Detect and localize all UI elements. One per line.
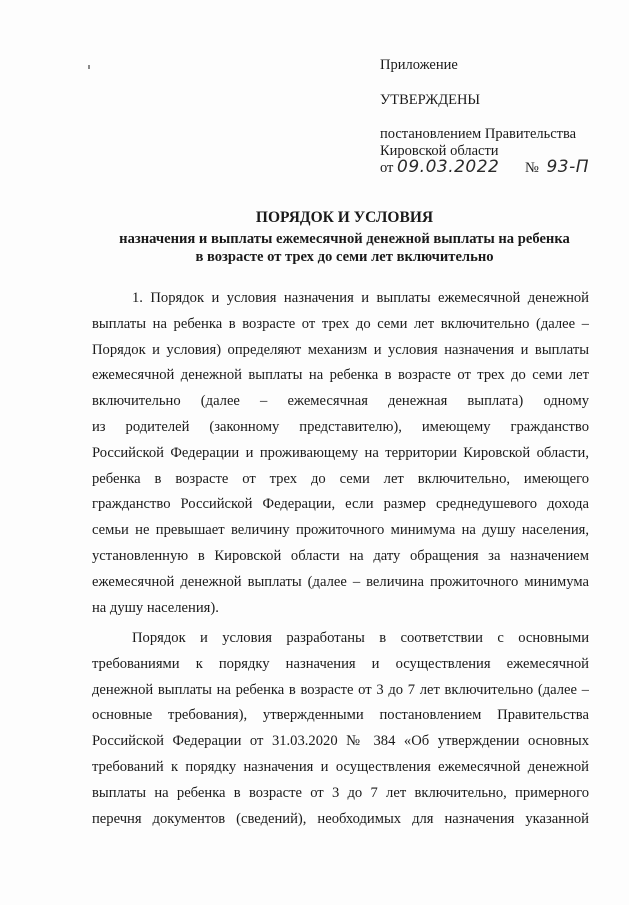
paragraph-2-line: Российской Федерации от 31.03.2020 № 384 «Об утверждении основных bbox=[92, 733, 589, 750]
paragraph-1-line: Российской Федерации и проживающему на территории Кировской области, bbox=[92, 444, 589, 461]
decree-line-2: Кировской области bbox=[380, 143, 499, 159]
paragraph-1 bbox=[92, 286, 589, 621]
paragraph-1-line: выплаты на ребенка в возрасте от трех до семи лет включительно (далее – bbox=[92, 315, 589, 332]
paragraph-1-line: ежемесячной денежной выплаты на ребенка в возрасте от трех до семи лет bbox=[92, 367, 589, 384]
paragraph-1-line: семьи не превышает величину прожиточного минимума на душу населения, bbox=[92, 522, 589, 539]
paragraph-2-line: денежной выплаты на ребенка в возрасте от 3 до 7 лет включительно (далее – bbox=[92, 681, 589, 698]
paragraph-1-line: из родителей (законному представителю), имеющему гражданство bbox=[92, 418, 589, 435]
paragraph-1-line: на душу населения). bbox=[92, 599, 219, 616]
decree-date-number bbox=[380, 158, 589, 177]
number-sign: № bbox=[525, 160, 539, 176]
decree-line-1: постановлением Правительства bbox=[380, 126, 577, 142]
handwritten-number: 93-П bbox=[546, 157, 590, 177]
appendix-label: Приложение bbox=[380, 57, 458, 73]
document-subtitle-1: назначения и выплаты ежемесячной денежной выплаты на ребенка bbox=[119, 231, 570, 247]
document-title: ПОРЯДОК И УСЛОВИЯ bbox=[255, 209, 434, 226]
paragraph-2-line: основные требования), утвержденными постановлением Правительства bbox=[92, 707, 589, 724]
paragraph-2-line: требованиями к порядку назначения и осуществления ежемесячной bbox=[92, 655, 589, 672]
paragraph-1-line: ребенка в возрасте от трех до семи лет включительно, имеющего bbox=[92, 470, 589, 487]
paragraph-2-line: Порядок и условия разработаны в соответствии с основными bbox=[132, 630, 589, 646]
from-prefix: от bbox=[380, 160, 394, 176]
paragraph-2 bbox=[92, 626, 589, 832]
paragraph-1-line: установленную в Кировской области на дату обращения за назначением bbox=[92, 547, 589, 564]
paragraph-1-line: включительно (далее – ежемесячная денежная выплата) одному bbox=[92, 393, 589, 410]
approved-label: УТВЕРЖДЕНЫ bbox=[380, 92, 481, 108]
document-subtitle-2: в возрасте от трех до семи лет включительно bbox=[195, 249, 494, 265]
paragraph-2-line: требований к порядку назначения и осуществления ежемесячной денежной bbox=[92, 758, 589, 775]
paragraph-1-line: Порядок и условия) определяют механизм и условия назначения и выплаты bbox=[92, 341, 589, 358]
paragraph-2-line: выплаты на ребенка в возрасте от 3 до 7 лет включительно, примерного bbox=[92, 784, 589, 801]
paragraph-1-line: 1. Порядок и условия назначения и выплаты ежемесячной денежной bbox=[132, 290, 589, 306]
scan-mark bbox=[88, 65, 90, 69]
paragraph-1-line: гражданство Российской Федерации, если размер среднедушевого дохода bbox=[92, 496, 589, 513]
handwritten-date: 09.03.2022 bbox=[397, 157, 500, 177]
paragraph-1-line: ежемесячной денежной выплаты (далее – величина прожиточного минимума bbox=[92, 573, 589, 590]
paragraph-2-line: перечня документов (сведений), необходимых для назначения указанной bbox=[92, 810, 589, 827]
